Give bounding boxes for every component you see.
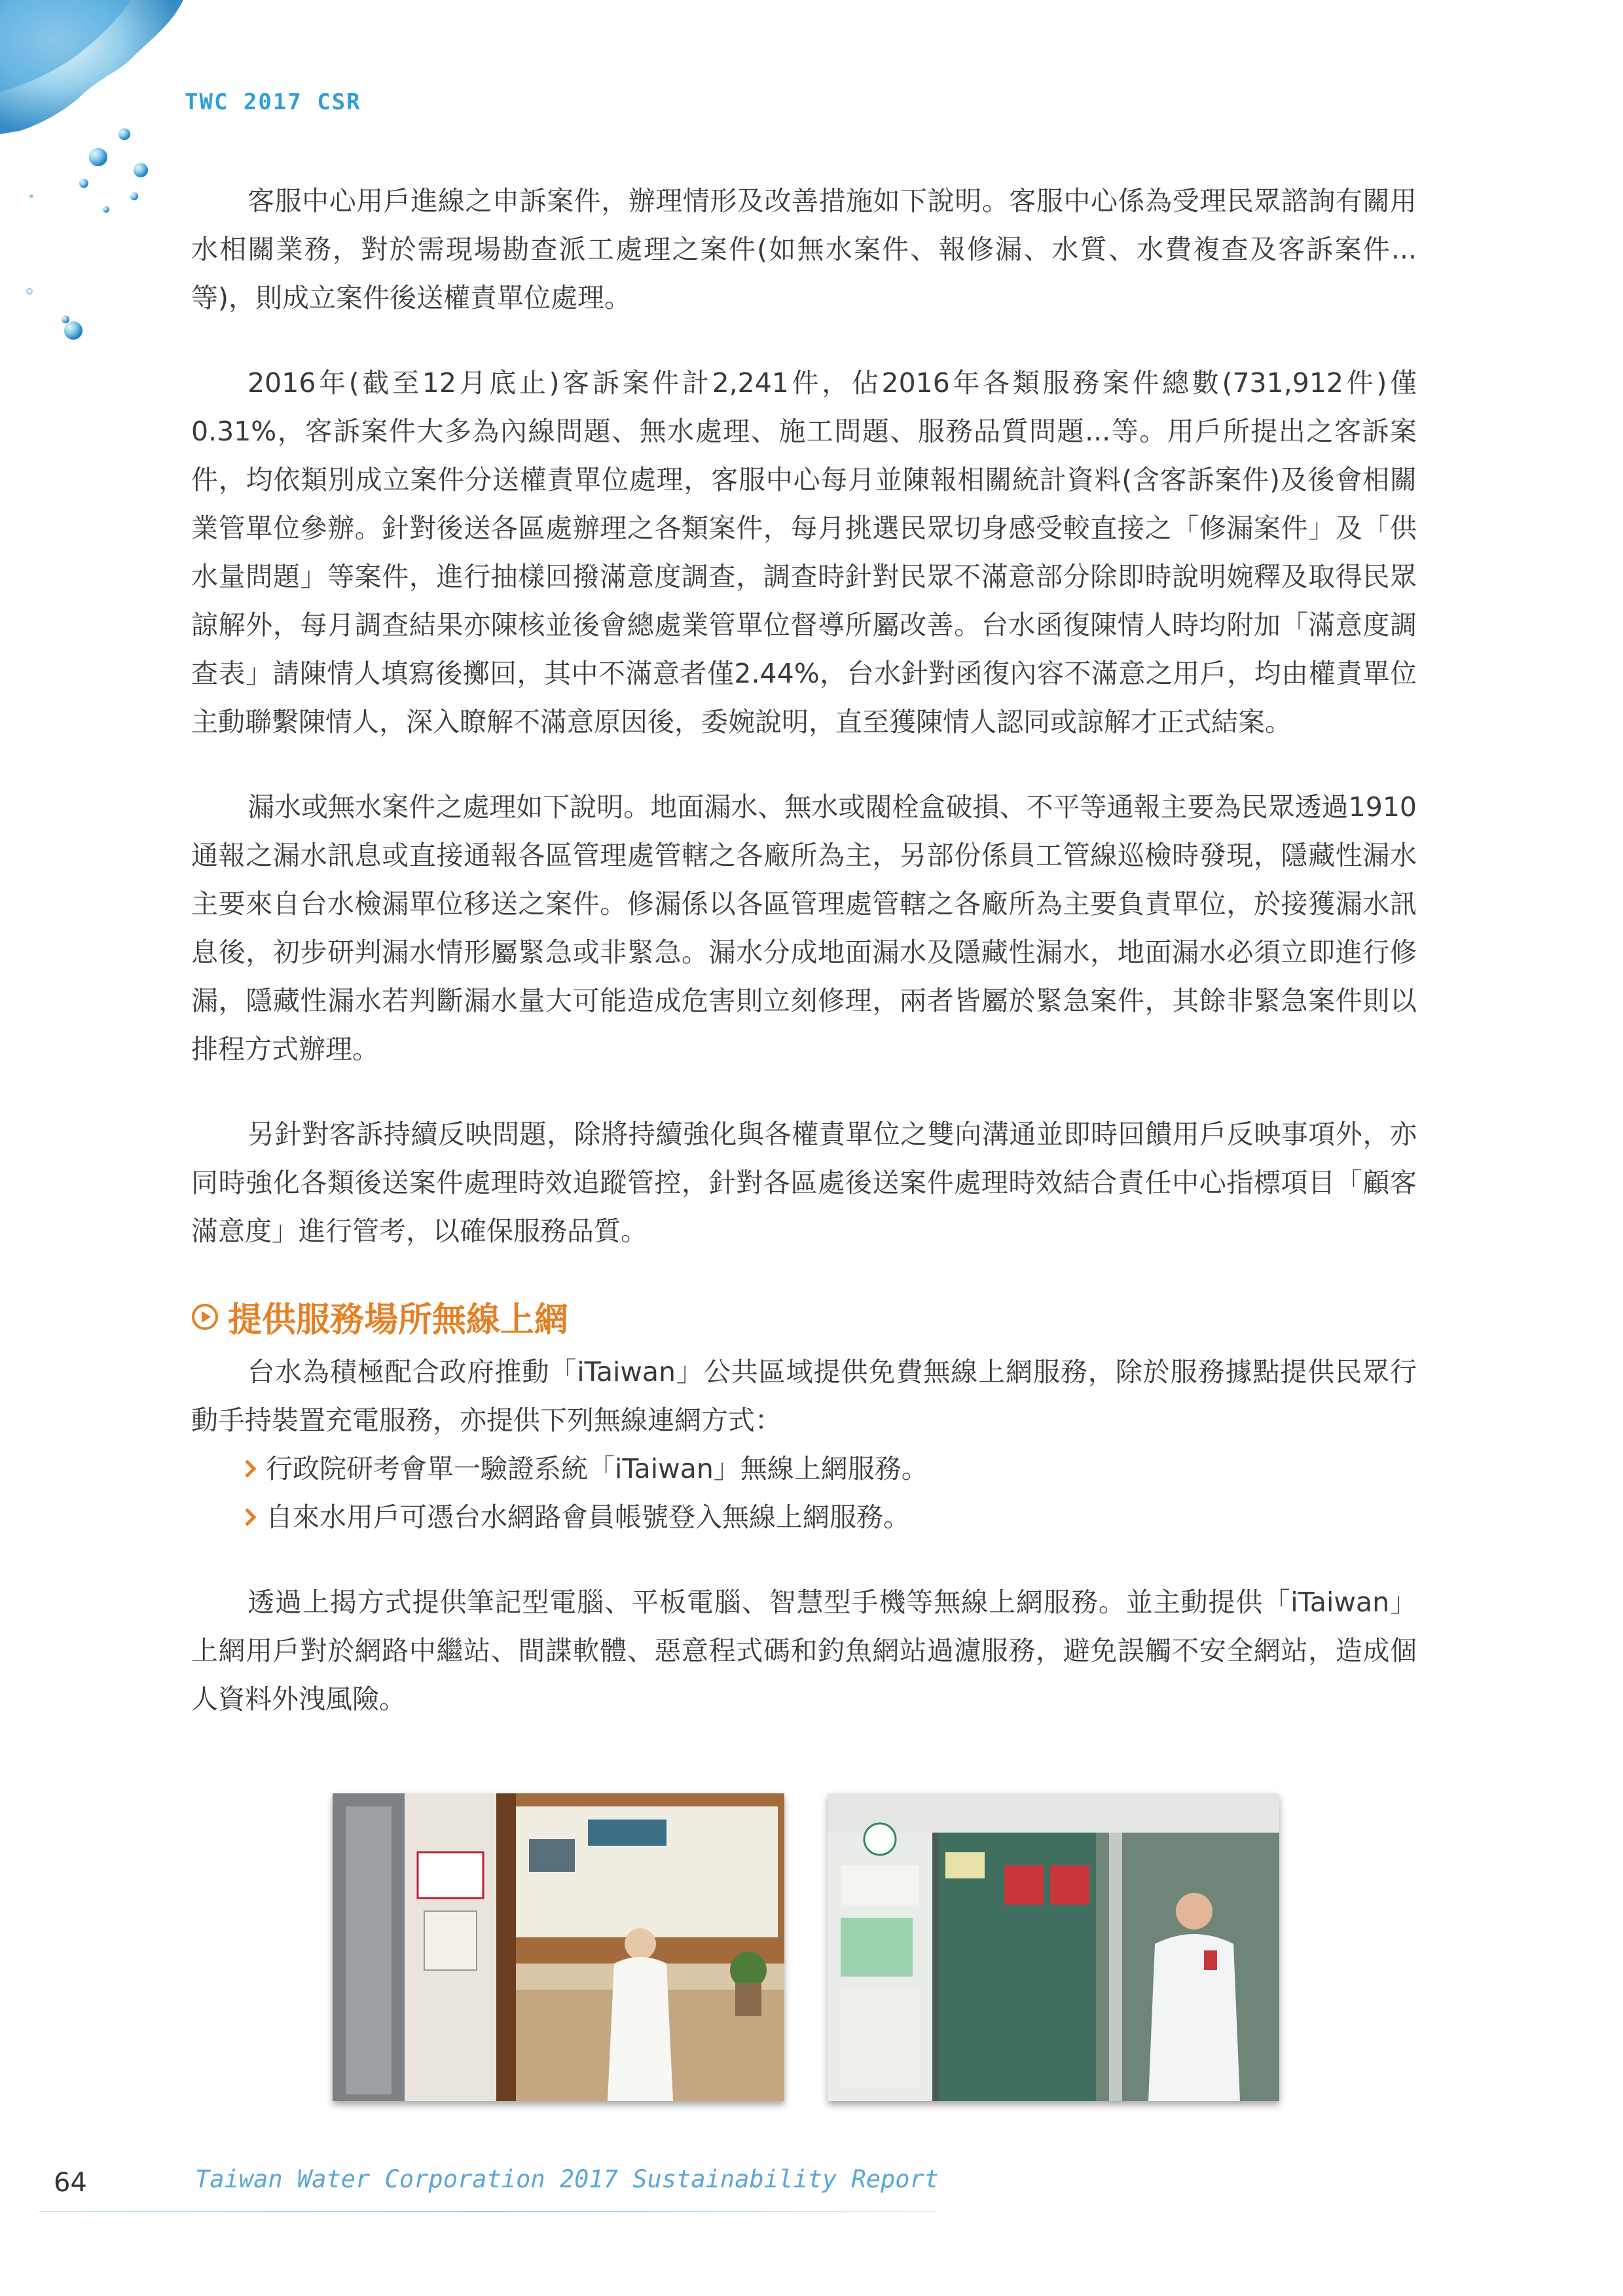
paragraph-complaint-followup: 另針對客訴持續反映問題，除將持續強化與各權責單位之雙向溝通並即時回饋用戶反映事項外，亦同時強化各類後送案件處理時效追蹤管控，針對各區處後送案件處理時效結合責任中心指標項目「顧客滿意度」進行管考，以確保服務品質。 bbox=[191, 1119, 1417, 1247]
section-heading bbox=[191, 1292, 1417, 1341]
list-item-text: 自來水用戶可憑台水網路會員帳號登入無線上網服務。 bbox=[266, 1501, 910, 1533]
paragraph-wifi-intro: 台水為積極配合政府推動「iTaiwan」公共區域提供免費無線上網服務，除於服務據點提供民眾行動手持裝置充電服務，亦提供下列無線連網方式： bbox=[191, 1356, 1417, 1436]
service-center-entrance-photo bbox=[828, 1793, 1279, 2101]
chevron-right-icon bbox=[244, 1458, 258, 1479]
footer-divider bbox=[39, 2211, 938, 2212]
wifi-method-list bbox=[191, 1444, 1417, 1541]
report-header-tag: TWC 2017 CSR bbox=[185, 89, 361, 115]
footer-report-title: Taiwan Water Corporation 2017 Sustainability Report bbox=[195, 2165, 939, 2193]
paragraph-wifi-security: 透過上揭方式提供筆記型電腦、平板電腦、智慧型手機等無線上網服務。並主動提供「iTaiwan」上網用戶對於網路中繼站、間諜軟體、惡意程式碼和釣魚網站過濾服務，避免誤觸不安全網站，造成個人資料外洩風險。 bbox=[191, 1587, 1417, 1715]
water-splash-graphic bbox=[0, 0, 196, 367]
section-title: 提供服務場所無線上網 bbox=[228, 1300, 569, 1340]
play-circle-icon bbox=[191, 1303, 219, 1331]
list-item-text: 行政院研考會單一驗證系統「iTaiwan」無線上網服務。 bbox=[266, 1453, 928, 1484]
list-item bbox=[244, 1444, 1417, 1493]
photo-row bbox=[333, 1793, 1279, 2101]
paragraph-leak-handling: 漏水或無水案件之處理如下說明。地面漏水、無水或閥栓盒破損、不平等通報主要為民眾透過1910通報之漏水訊息或直接通報各區管理處管轄之各廠所為主，另部份係員工管線巡檢時發現，隱藏性漏水主要來自台水檢漏單位移送之案件。修漏係以各區管理處管轄之各廠所為主要負責單位，於接獲漏水訊息後，初步研判漏水情形屬緊急或非緊急。漏水分成地面漏水及隱藏性漏水，地面漏水必須立即進行修漏，隱藏性漏水若判斷漏水量大可能造成危害則立刻修理，兩者皆屬於緊急案件，其餘非緊急案件則以排程方式辦理。 bbox=[191, 791, 1417, 1065]
service-counter-photo bbox=[333, 1793, 784, 2101]
paragraph-customer-service: 客服中心用戶進線之申訴案件，辦理情形及改善措施如下說明。客服中心係為受理民眾諮詢有關用水相關業務，對於需現場勘查派工處理之案件(如無水案件、報修漏、水質、水費複查及客訴案件...等)，則成立案件後送權責單位處理。 bbox=[191, 185, 1417, 314]
main-content bbox=[191, 177, 1417, 1760]
list-item bbox=[244, 1493, 1417, 1541]
chevron-right-icon bbox=[244, 1507, 258, 1528]
page-number: 64 bbox=[54, 2168, 87, 2198]
paragraph-complaint-stats: 2016年(截至12月底止)客訴案件計2,241件，佔2016年各類服務案件總數(731,912件)僅0.31%，客訴案件大多為內線問題、無水處理、施工問題、服務品質問題...等。用戶所提出之客訴案件，均依類別成立案件分送權責單位處理，客服中心每月並陳報相關統計資料(含客訴案件)及後會相關業管單位參辦。針對後送各區處辦理之各類案件，每月挑選民眾切身感受較直接之「修漏案件」及「供水量問題」等案件，進行抽樣回撥滿意度調查，調查時針對民眾不滿意部分除即時說明婉釋及取得民眾諒解外，每月調查結果亦陳核並後會總處業管單位督導所屬改善。台水函復陳情人時均附加「滿意度調查表」請陳情人填寫後擲回，其中不滿意者僅2.44%，台水針對函復內容不滿意之用戶，均由權責單位主動聯繫陳情人，深入瞭解不滿意原因後，委婉說明，直至獲陳情人認同或諒解才正式結案。 bbox=[191, 367, 1417, 738]
